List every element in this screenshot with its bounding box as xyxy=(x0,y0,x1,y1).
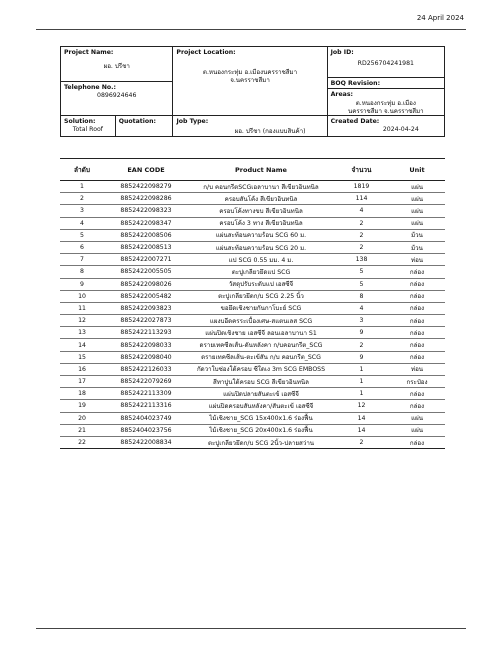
table-row xyxy=(60,290,445,302)
cell-product-name: ครอบสันโค้ง สีเขียวอินทนิล xyxy=(188,193,334,205)
cell-ean-code: 8852422008506 xyxy=(104,229,188,241)
header-unit: Unit xyxy=(389,159,445,181)
telephone-cell xyxy=(61,81,172,115)
project-location-cell xyxy=(173,47,327,115)
solution-value: Total Roof xyxy=(72,126,103,133)
cell-unit: กล่อง xyxy=(389,315,445,327)
cell-seq: 1 xyxy=(60,181,104,193)
cell-quantity: 1 xyxy=(334,363,389,375)
cell-product-name: ดรายเทคซีลเส้น-ตะเข้สัน ก/บ คอนกรีต_SCG xyxy=(188,351,334,363)
project-location-label: Project Location: xyxy=(176,49,236,56)
cell-ean-code: 8852422007271 xyxy=(104,254,188,266)
cell-seq: 16 xyxy=(60,363,104,375)
table-row xyxy=(60,254,445,266)
bottom-divider xyxy=(36,628,466,629)
cell-unit: แผ่น xyxy=(389,193,445,205)
project-name-label: Project Name: xyxy=(64,49,114,56)
cell-seq: 3 xyxy=(60,205,104,217)
boq-items-table xyxy=(60,158,445,449)
header-quantity: จำนวน xyxy=(334,159,389,181)
cell-product-name: ไม้เชิงชาย_SCG 20x400x1.6 ร่องฟื้น xyxy=(188,424,334,436)
cell-unit: กระป๋อง xyxy=(389,376,445,388)
cell-ean-code: 8852422113309 xyxy=(104,388,188,400)
cell-product-name: แผ่นสะท้อนความร้อน SCG 20 ม. xyxy=(188,241,334,253)
cell-seq: 10 xyxy=(60,290,104,302)
cell-product-name: ก/บ คอนกรีตSCGเอลาบานา สีเขียวอินทนิล xyxy=(188,181,334,193)
cell-product-name: กัดวาใบซ่องใต้ครอบ ซีใดเง 3m SCG EMBOSS xyxy=(188,363,334,375)
cell-product-name: สีทาปูนใต้ครอบ SCG สีเขียวอินทนิล xyxy=(188,376,334,388)
job-type-label: Job Type: xyxy=(176,118,209,125)
cell-product-name: วัสดุปรับระดับแป เอสซีจี xyxy=(188,278,334,290)
table-row xyxy=(60,181,445,193)
cell-seq: 8 xyxy=(60,266,104,278)
cell-unit: กล่อง xyxy=(389,351,445,363)
cell-product-name: ตะปูเกลียวยึดก/บ SCG 2.25 นิ้ว xyxy=(188,290,334,302)
telephone-value: 0896924646 xyxy=(97,92,137,99)
info-top-row xyxy=(61,47,444,116)
table-row xyxy=(60,278,445,290)
created-date-label: Created Date: xyxy=(330,118,380,125)
cell-ean-code: 8852422027873 xyxy=(104,315,188,327)
cell-product-name: ตะปูเกลียวยึดก/บ SCG 2นิ้ว-ปลายสว่าน xyxy=(188,436,334,448)
cell-unit: แผ่น xyxy=(389,205,445,217)
cell-seq: 4 xyxy=(60,217,104,229)
project-info-block xyxy=(60,46,445,137)
cell-seq: 19 xyxy=(60,400,104,412)
solution-cell xyxy=(61,116,116,136)
cell-unit: แผ่น xyxy=(389,181,445,193)
cell-seq: 5 xyxy=(60,229,104,241)
cell-seq: 2 xyxy=(60,193,104,205)
cell-ean-code: 8852422098040 xyxy=(104,351,188,363)
cell-seq: 13 xyxy=(60,327,104,339)
job-id-value: RD256704241981 xyxy=(357,60,414,67)
cell-ean-code: 8852422005505 xyxy=(104,266,188,278)
cell-product-name: ครอบโค้ง 3 ทาง สีเขียวอินทนิล xyxy=(188,217,334,229)
table-row xyxy=(60,315,445,327)
cell-unit: กล่อง xyxy=(389,388,445,400)
table-row xyxy=(60,436,445,448)
table-row xyxy=(60,412,445,424)
cell-quantity: 1 xyxy=(334,376,389,388)
cell-ean-code: 8852404023756 xyxy=(104,424,188,436)
cell-seq: 9 xyxy=(60,278,104,290)
cell-quantity: 114 xyxy=(334,193,389,205)
cell-ean-code: 8852422008834 xyxy=(104,436,188,448)
cell-quantity: 1819 xyxy=(334,181,389,193)
cell-quantity: 2 xyxy=(334,241,389,253)
cell-seq: 18 xyxy=(60,388,104,400)
created-date-value: 2024-04-24 xyxy=(382,126,419,133)
cell-seq: 12 xyxy=(60,315,104,327)
cell-product-name: ขอยึดเชิงชายกันกาโบะย์ SCG xyxy=(188,302,334,314)
cell-quantity: 1 xyxy=(334,388,389,400)
cell-quantity: 8 xyxy=(334,290,389,302)
cell-product-name: แป SCG 0.55 มม. 4 ม. xyxy=(188,254,334,266)
cell-quantity: 138 xyxy=(334,254,389,266)
quotation-cell xyxy=(116,116,174,136)
cell-quantity: 5 xyxy=(334,278,389,290)
cell-product-name: ครอบโค้งทางขบ สีเขียวอินทนิล xyxy=(188,205,334,217)
table-body xyxy=(60,181,445,449)
areas-cell xyxy=(328,88,444,115)
table-row xyxy=(60,193,445,205)
cell-ean-code: 8852422098279 xyxy=(104,181,188,193)
cell-seq: 15 xyxy=(60,351,104,363)
header-ean-code: EAN CODE xyxy=(104,159,188,181)
table-row xyxy=(60,217,445,229)
cell-quantity: 2 xyxy=(334,436,389,448)
table-row xyxy=(60,376,445,388)
project-location-line1: ต.หนองกระทุ่ม อ.เมืองนครราชสีมา xyxy=(202,69,298,76)
header-seq: ลำดับ xyxy=(60,159,104,181)
created-date-cell xyxy=(328,116,444,136)
cell-ean-code: 8852422113316 xyxy=(104,400,188,412)
cell-ean-code: 8852422098347 xyxy=(104,217,188,229)
job-id-label: Job ID: xyxy=(330,49,354,56)
cell-unit: กล่อง xyxy=(389,290,445,302)
cell-seq: 6 xyxy=(60,241,104,253)
job-type-value: ผอ. ปรีชา (กองแบบสินค้า) xyxy=(234,128,306,135)
info-bottom-row xyxy=(61,116,444,136)
table-row xyxy=(60,351,445,363)
table-row xyxy=(60,266,445,278)
cell-quantity: 14 xyxy=(334,424,389,436)
cell-unit: ท่อน xyxy=(389,363,445,375)
cell-seq: 17 xyxy=(60,376,104,388)
info-left-column xyxy=(61,47,173,115)
cell-product-name: ตะปูเกลียวยึดแป SCG xyxy=(188,266,334,278)
cell-quantity: 9 xyxy=(334,327,389,339)
cell-unit: กล่อง xyxy=(389,400,445,412)
job-type-cell xyxy=(173,116,327,136)
cell-seq: 7 xyxy=(60,254,104,266)
areas-line1: ต.หนองกระทุ่ม อ.เมือง xyxy=(355,100,416,107)
cell-seq: 21 xyxy=(60,424,104,436)
cell-unit: แผ่น xyxy=(389,217,445,229)
cell-unit: กล่อง xyxy=(389,339,445,351)
cell-product-name: แผ่นปิดครอบสันหลังคา/สันตะเข้ เอสซีจี xyxy=(188,400,334,412)
table-header-row xyxy=(60,159,445,181)
cell-ean-code: 8852422098323 xyxy=(104,205,188,217)
table-row xyxy=(60,388,445,400)
cell-unit: ม้วน xyxy=(389,229,445,241)
cell-ean-code: 8852422005482 xyxy=(104,290,188,302)
cell-quantity: 9 xyxy=(334,351,389,363)
cell-unit: แผ่น xyxy=(389,412,445,424)
top-divider xyxy=(36,29,466,30)
cell-unit: กล่อง xyxy=(389,302,445,314)
cell-unit: แผ่น xyxy=(389,424,445,436)
cell-ean-code: 8852422126033 xyxy=(104,363,188,375)
cell-ean-code: 8852404023749 xyxy=(104,412,188,424)
cell-unit: ม้วน xyxy=(389,241,445,253)
table-row xyxy=(60,205,445,217)
cell-product-name: แผงบอีดครระเบื้องเศษ-สแตนเลส SCG xyxy=(188,315,334,327)
cell-ean-code: 8852422079269 xyxy=(104,376,188,388)
cell-ean-code: 8852422098026 xyxy=(104,278,188,290)
project-location-line2: จ.นครราชสีมา xyxy=(230,77,270,85)
info-right-column xyxy=(328,47,444,115)
cell-product-name: ดรายเทคซีลเส้น-ดันหลังคา ก/บคอนกรีต_SCG xyxy=(188,339,334,351)
table-row xyxy=(60,302,445,314)
cell-product-name: แผ่นปิดเชิงชาย เอสซีจี ลอนเอลาบานา S1 xyxy=(188,327,334,339)
cell-seq: 22 xyxy=(60,436,104,448)
cell-ean-code: 8852422008513 xyxy=(104,241,188,253)
cell-ean-code: 8852422093823 xyxy=(104,302,188,314)
cell-seq: 14 xyxy=(60,339,104,351)
cell-quantity: 3 xyxy=(334,315,389,327)
cell-seq: 11 xyxy=(60,302,104,314)
boq-revision-cell xyxy=(328,77,444,88)
header-product-name: Product Name xyxy=(188,159,334,181)
cell-ean-code: 8852422098286 xyxy=(104,193,188,205)
cell-quantity: 4 xyxy=(334,302,389,314)
cell-quantity: 12 xyxy=(334,400,389,412)
cell-ean-code: 8852422113293 xyxy=(104,327,188,339)
boq-revision-label: BOQ Revision: xyxy=(330,80,381,87)
table-row xyxy=(60,241,445,253)
table-row xyxy=(60,363,445,375)
cell-ean-code: 8852422098033 xyxy=(104,339,188,351)
project-name-value: ผอ. ปรีชา xyxy=(103,63,130,70)
project-name-cell xyxy=(61,47,172,81)
cell-unit: กล่อง xyxy=(389,266,445,278)
areas-label: Areas: xyxy=(330,91,353,98)
table-row xyxy=(60,229,445,241)
cell-unit: กล่อง xyxy=(389,278,445,290)
cell-unit: ท่อน xyxy=(389,254,445,266)
telephone-label: Telephone No.: xyxy=(64,84,117,91)
areas-line2: นครราชสีมา จ.นครราชสีมา xyxy=(348,108,424,116)
table-row xyxy=(60,424,445,436)
job-id-cell xyxy=(328,47,444,77)
cell-seq: 20 xyxy=(60,412,104,424)
solution-label: Solution: xyxy=(64,118,96,125)
cell-product-name: แผ่นปิดปลายสันตะเข้ เอสซีจี xyxy=(188,388,334,400)
cell-quantity: 5 xyxy=(334,266,389,278)
table-row xyxy=(60,327,445,339)
cell-quantity: 2 xyxy=(334,339,389,351)
cell-unit: กล่อง xyxy=(389,436,445,448)
cell-quantity: 2 xyxy=(334,229,389,241)
table-row xyxy=(60,339,445,351)
table-row xyxy=(60,400,445,412)
cell-quantity: 14 xyxy=(334,412,389,424)
cell-product-name: ไม้เชิงชาย_SCG 15x400x1.6 ร่องฟื้น xyxy=(188,412,334,424)
quotation-label: Quotation: xyxy=(118,118,156,125)
document-date: 24 April 2024 xyxy=(416,14,464,22)
cell-unit: กล่อง xyxy=(389,327,445,339)
cell-quantity: 2 xyxy=(334,217,389,229)
cell-quantity: 4 xyxy=(334,205,389,217)
cell-product-name: แผ่นสะท้อนความร้อน SCG 60 ม. xyxy=(188,229,334,241)
